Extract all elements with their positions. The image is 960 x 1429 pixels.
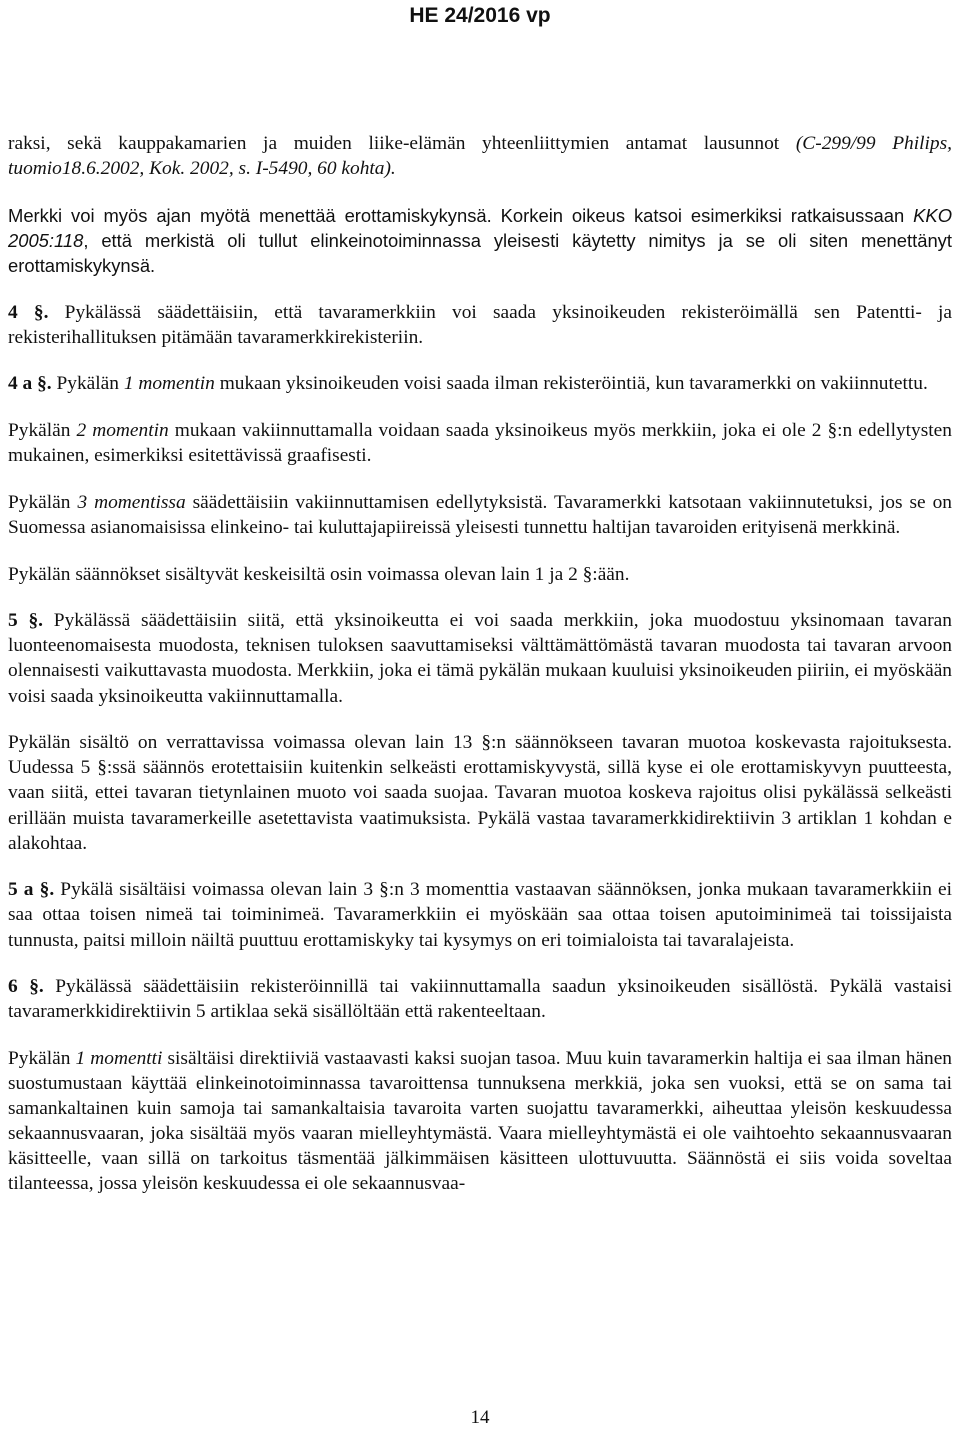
p3-text: Pykälässä säädettäisiin, että tavaramerkkiin voi saada yksinoikeuden rekisteröimällä sen Patentti- ja rekisterihallituksen pitämään tavaramerkkirekisteriin. — [8, 301, 952, 348]
paragraph-6 — [8, 490, 952, 540]
document-body — [8, 131, 952, 1218]
p4-moment-ref: 1 momentin — [123, 373, 215, 395]
p10-text: Pykälä sisältäisi voimassa olevan lain 3 §:n 3 momenttia vastaavan säännöksen, jonka mukaan tavaramerkkiin ei saa ottaa toisen nimeä tai toiminimeä. Tavaramerkkiin ei myöskään saa ottaa toisen aputoiminimeä tai toissijaista tunnusta, paitsi milloin näiltä puuttuu erottamiskyky tai kysymys on eri toimialoista tai tavaralajeista. — [8, 879, 952, 951]
paragraph-section-4a — [8, 371, 952, 396]
p9-text: Pykälän sisältö on verrattavissa voimassa olevan lain 13 §:n säännökseen tavaran muotoa koskevasta rajoituksesta. Uudessa 5 §:ssä säännös erotettaisiin kuitenkin selkeästi erottamiskyvystä, sillä kyse ei ole erottamiskyvyn puutteesta, vaan siitä, ettei tavaran tietynlainen muoto voi saada suojaa. Tavaran muotoa koskeva rajoitus olisi pykälässä selkeästi erillään muista tavaramerkeille asetettavista vaatimuksista. Pykälä vastaa tavaramerkkidirektiivin 3 artiklan 1 kohdan e alakohtaa. — [8, 732, 952, 854]
p5-text-c: mukaan vakiinnuttamalla voidaan saada yksinoikeus myös merkkiin, joka ei ole 2 §:n edellytysten mukainen, esimerkiksi esitettävissä graafisesti. — [8, 420, 952, 467]
p12-moment-ref: 1 momentti — [75, 1047, 163, 1069]
paragraph-9 — [8, 730, 952, 855]
section-4a-heading: 4 a §. — [8, 373, 52, 395]
section-5a-heading: 5 a §. — [8, 879, 55, 901]
paragraph-12 — [8, 1046, 952, 1197]
p12-text-a: Pykälän — [8, 1047, 76, 1069]
p4-text-b: Pykälän — [51, 373, 124, 395]
page-number: 14 — [470, 1407, 490, 1428]
p11-text: Pykälässä säädettäisiin rekisteröinnillä tai vakiinnuttamalla saadun yksinoikeuden sisällöstä. Pykälä vastaisi tavaramerkkidirektiivin 5 artiklaa sekä sisällöltään että rakenteeltaan. — [8, 976, 952, 1023]
p1-case-reference: (C-299/99 Philips, tuomio18.6.2002, Kok. 2002, s. I-5490, 60 kohta). — [8, 133, 952, 180]
p12-text-c: sisältäisi direktiiviä vastaavasti kaksi suojan tasoa. Muu kuin tavaramerkin haltija ei saa ilman hänen suostumustaan käyttää elinkeinotoiminnassa tavaroittensa tunnuksena merkkiä, joka sen vuoksi, että se on sama tai samankaltainen kuin samoja tai samankaltaisia tavaroita varten suojattu tavaramerkki, aiheuttaa yleisön keskuudessa sekaannusvaaran, joka sisältää myös vaaran mielleyhtymästä. Vaara mielleyhtymästä ei ole vaihtoehto sekaannusvaaran käsitteelle, vaan sillä on tarkoitus täsmentää jälkimmäisen käsitteen ulottuvuutta. Säännöstä ei siis voida soveltaa tilanteessa, jossa yleisön keskuudessa ei ole sekaannusvaa- — [8, 1047, 952, 1195]
p2-case-reference: KKO 2005:118 — [8, 204, 952, 251]
p5-text-a: Pykälän — [8, 420, 77, 442]
p7-text: Pykälän säännökset sisältyvät keskeisiltä osin voimassa olevan lain 1 ja 2 §:ään. — [8, 563, 630, 585]
p5-moment-ref: 2 momentin — [76, 420, 169, 442]
paragraph-1 — [8, 131, 952, 181]
section-5-heading: 5 §. — [8, 610, 44, 632]
section-6-heading: 6 §. — [8, 976, 44, 998]
p6-moment-ref: 3 momentissa — [77, 491, 186, 513]
p4-text-d: mukaan yksinoikeuden voisi saada ilman rekisteröintiä, kun tavaramerkki on vakiinnutettu. — [214, 373, 928, 395]
p2-text-a: Merkki voi myös ajan myötä menettää erottamiskykynsä. Korkein oikeus katsoi esimerkiksi ratkaisussaan — [8, 204, 914, 226]
section-4-heading: 4 §. — [8, 301, 49, 323]
paragraph-section-5a — [8, 877, 952, 952]
paragraph-section-5 — [8, 608, 952, 708]
page-header-title: HE 24/2016 vp — [409, 4, 551, 27]
p2-text-c: , että merkistä oli tullut elinkeinotoiminnassa yleisesti käytetty nimitys ja se oli siten menettänyt erottamiskykynsä. — [8, 229, 952, 276]
paragraph-7 — [8, 562, 952, 587]
paragraph-2 — [8, 203, 952, 278]
paragraph-section-4 — [8, 300, 952, 350]
paragraph-5 — [8, 418, 952, 468]
p8-text: Pykälässä säädettäisiin siitä, että yksinoikeutta ei voi saada merkkiin, joka muodostuu yksinomaan tavaran luonteenomaisesta muodosta, teknisen tuloksen saavuttamiseksi välttämättömästä tavaran muodosta tai tavaran arvoon olennaisesti vaikuttavasta muodosta. Merkkiin, joka ei tämä pykälän mukaan kuuluisi yksinoikeuden piiriin, ei myöskään voisi saada yksinoikeutta vakiinnuttamalla. — [8, 610, 952, 707]
p1-text: raksi, sekä kauppakamarien ja muiden liike-elämän yhteenliittymien antamat lausunnot — [8, 133, 796, 154]
p6-text-a: Pykälän — [8, 491, 78, 513]
p6-text-c: säädettäisiin vakiinnuttamisen edellytyksistä. Tavaramerkki katsotaan vakiinnutetuksi, jos se on Suomessa asianomaisissa elinkeino- tai kuluttajapiireissä yleisesti tunnettu haltijan tavaroiden erityisenä merkkinä. — [8, 491, 952, 538]
paragraph-section-6 — [8, 974, 952, 1024]
